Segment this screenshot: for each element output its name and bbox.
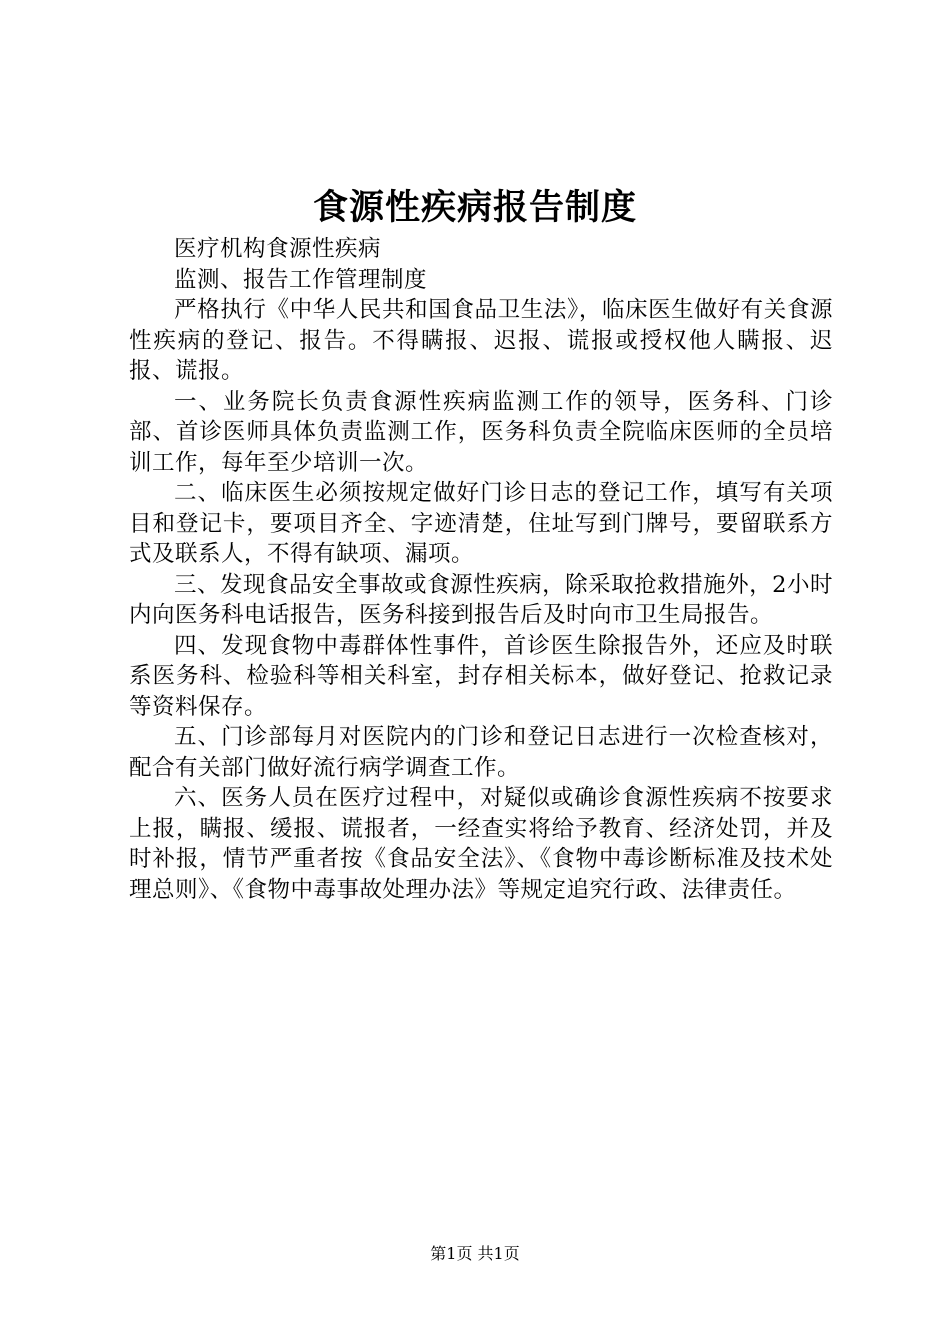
page-footer: 第1页 共1页 (430, 1244, 520, 1263)
paragraph-subtitle-1: 医疗机构食源性疾病 (174, 236, 382, 262)
paragraph-item-6: 六、医务人员在医疗过程中，对疑似或确诊食源性疾病不按要求上报，瞒报、缓报、谎报者，一经查实将给予教育、经济处罚，并及时补报，情节严重者按《食品安全法》、《食物中毒诊断标准及技术处理总则》、《食物中毒事故处理办法》等规定追究行政、法律责任。 (129, 785, 833, 903)
paragraph-item-1: 一、业务院长负责食源性疾病监测工作的领导，医务科、门诊部、首诊医师具体负责监测工作，医务科负责全院临床医师的全员培训工作，每年至少培训一次。 (129, 388, 833, 476)
paragraph-item-4: 四、发现食物中毒群体性事件，首诊医生除报告外，还应及时联系医务科、检验科等相关科室，封存相关标本，做好登记、抢救记录等资料保存。 (129, 632, 833, 720)
document-title: 食源性疾病报告制度 (312, 188, 637, 228)
paragraph-item-5: 五、门诊部每月对医院内的门诊和登记日志进行一次检查核对，配合有关部门做好流行病学调查工作。 (129, 724, 833, 781)
paragraph-subtitle-2: 监测、报告工作管理制度 (174, 266, 428, 293)
paragraph-item-2: 二、临床医生必须按规定做好门诊日志的登记工作，填写有关项目和登记卡，要项目齐全、字迹清楚，住址写到门牌号，要留联系方式及联系人，不得有缺项、漏项。 (129, 480, 833, 567)
paragraph-intro: 严格执行《中华人民共和国食品卫生法》，临床医生做好有关食源性疾病的登记、报告。不得瞒报、迟报、谎报或授权他人瞒报、迟报、谎报。 (129, 297, 833, 384)
paragraph-item-3: 三、发现食品安全事故或食源性疾病，除采取抢救措施外，2小时内向医务科电话报告，医务科接到报告后及时向市卫生局报告。 (129, 571, 833, 628)
document-body (129, 234, 833, 905)
